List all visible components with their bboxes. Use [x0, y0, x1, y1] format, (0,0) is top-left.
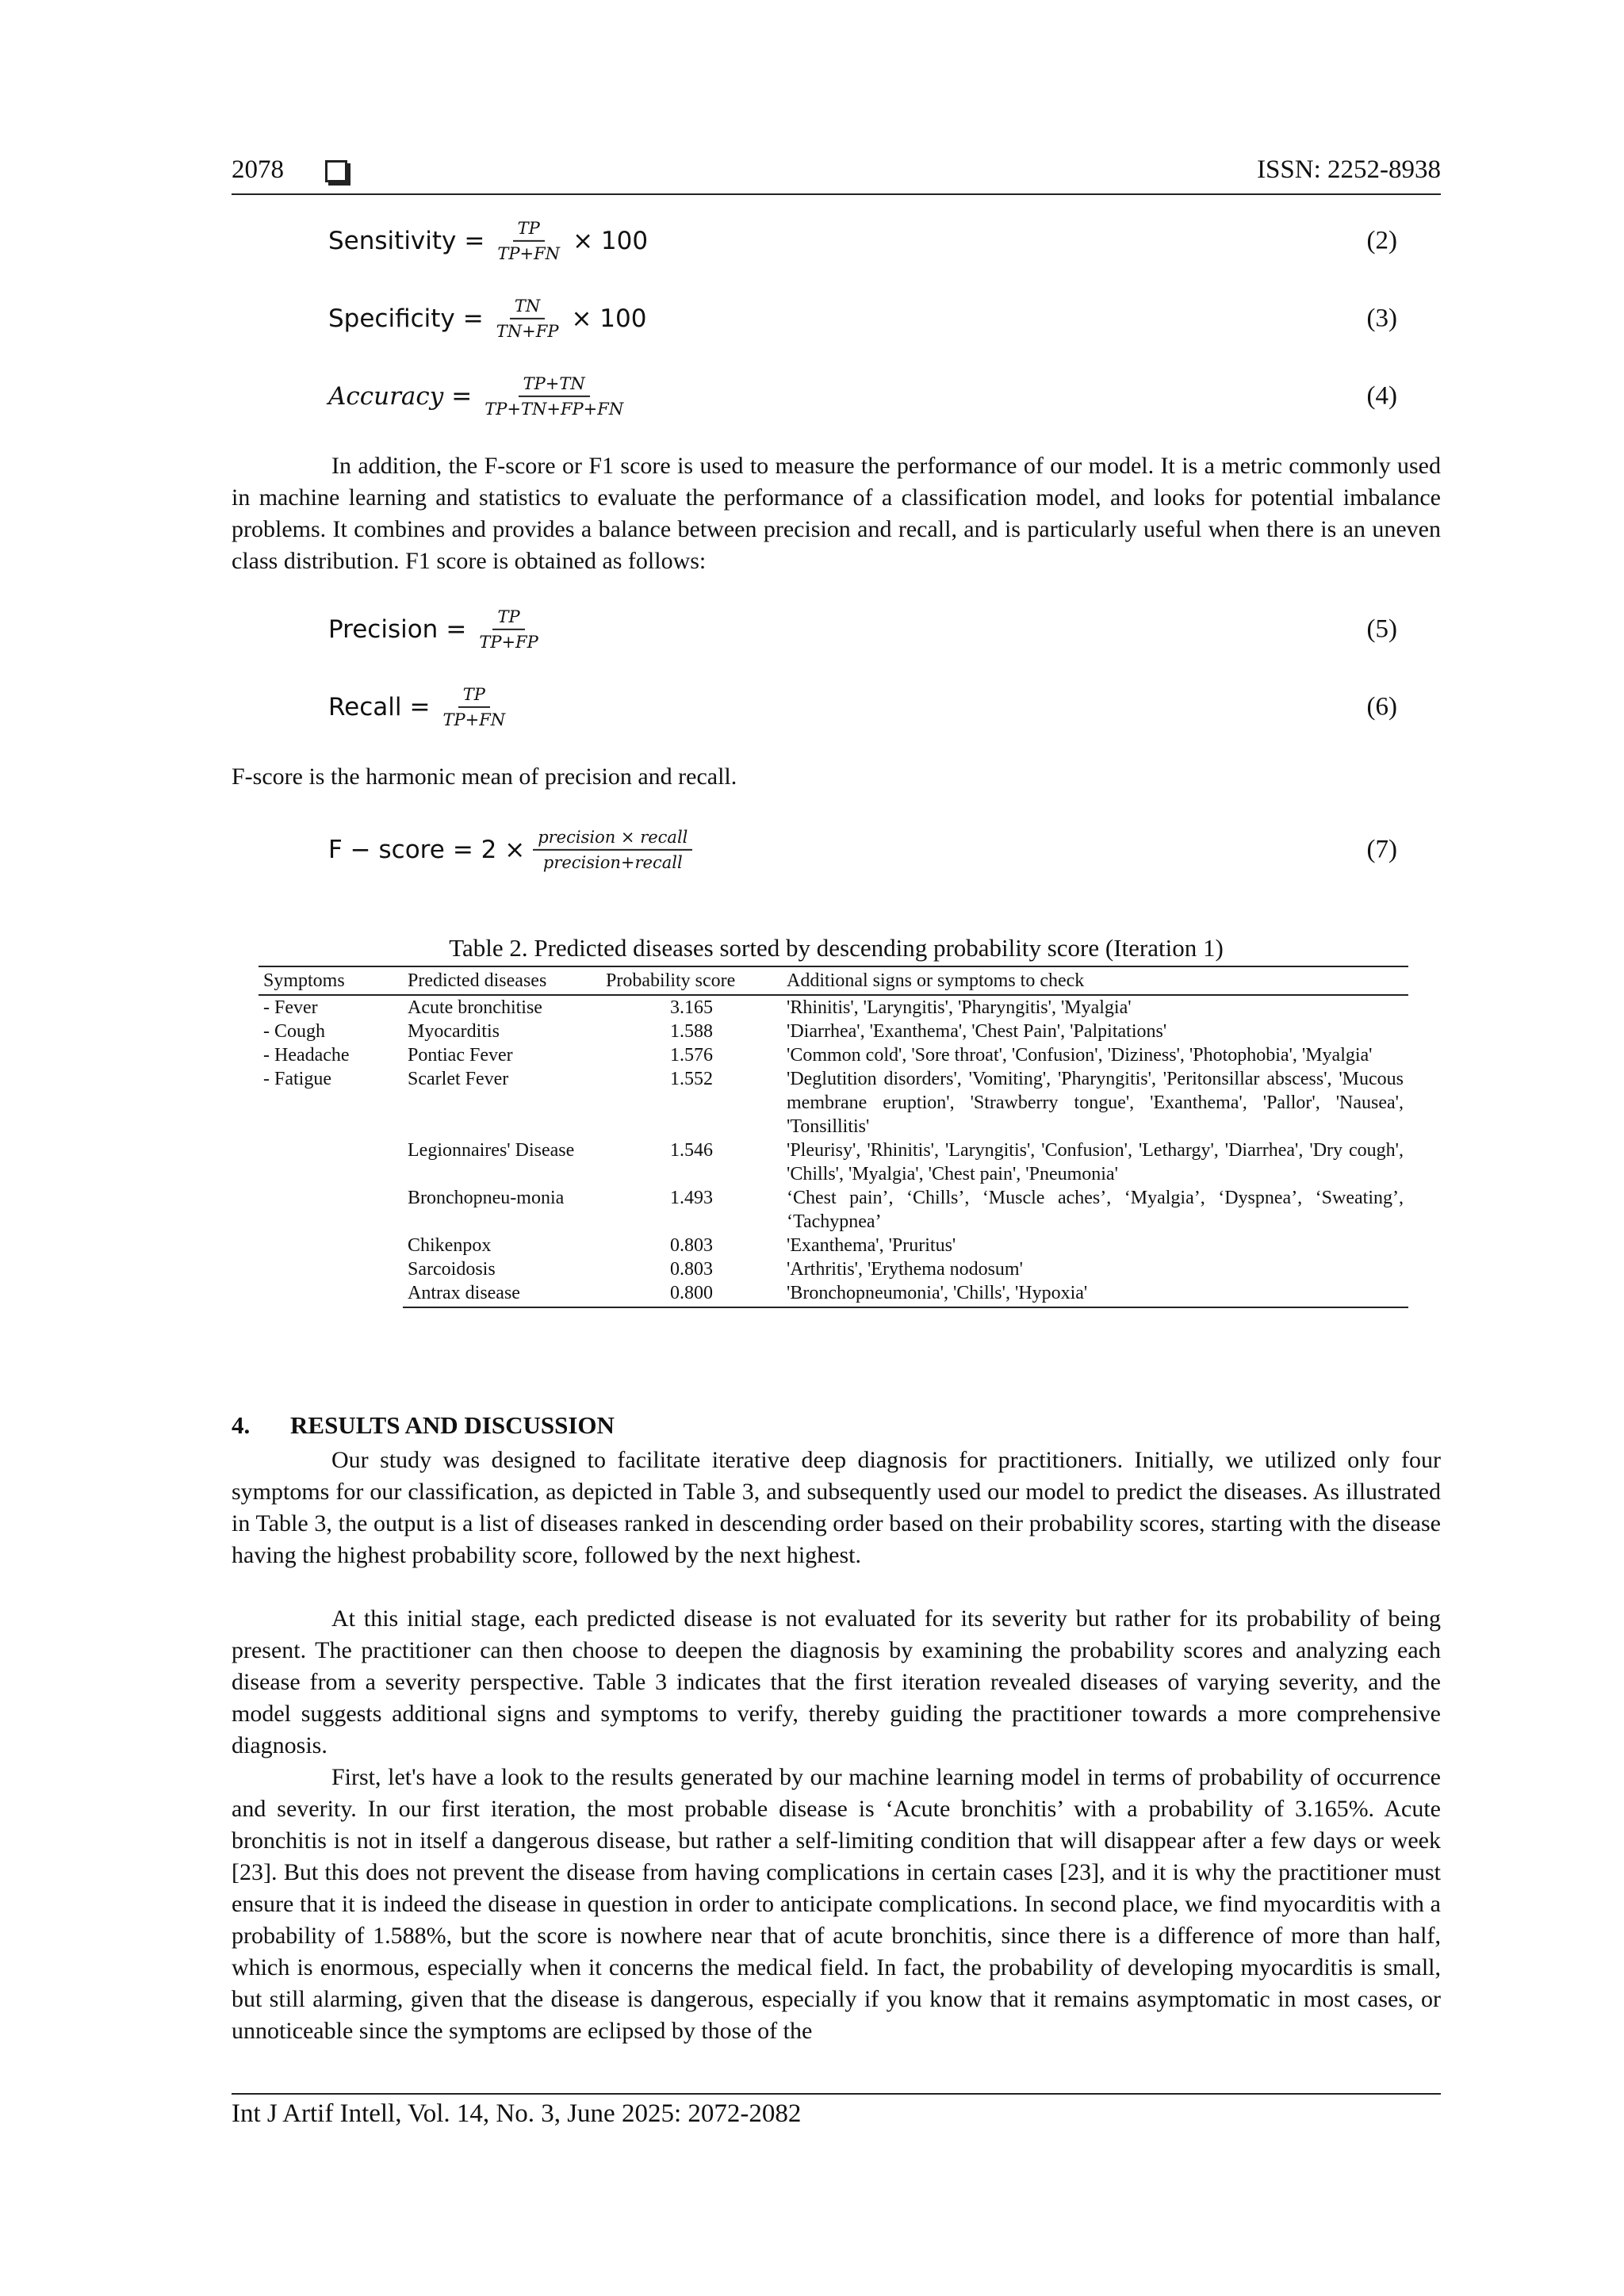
- equation-lhs: Precision: [328, 615, 439, 644]
- fscore-sentence: F-score is the harmonic mean of precision and recall.: [232, 763, 737, 790]
- score-cell: 0.800: [601, 1281, 782, 1307]
- fraction-numerator: TP+TN: [519, 374, 590, 397]
- equation-fraction: [474, 607, 542, 652]
- section-title: RESULTS AND DISCUSSION: [290, 1411, 615, 1439]
- equation-specificity: [232, 287, 1397, 350]
- equation-number: (5): [1366, 614, 1397, 644]
- score-cell: 0.803: [670, 1235, 713, 1256]
- disease-cell: Bronchopneu-monia: [408, 1188, 565, 1208]
- equation-number: (3): [1366, 304, 1397, 333]
- symptom-item: - Fever: [263, 997, 318, 1018]
- equation-fraction: [533, 828, 692, 872]
- body-paragraph: At this initial stage, each predicted disease is not evaluated for its severity but rather for its probability of being present. The practitioner can then choose to deepen the diagnosis by examining the probability scores and analyzing each disease from a severity perspective. Table 3 indicates that the first iteration revealed diseases of varying severity, and the model suggests additional signs and symptoms to verify, thereby guiding the practitioner towards a more comprehensive diagnosis.: [232, 1605, 1441, 1758]
- score-cell: 1.493: [670, 1188, 713, 1208]
- fraction-denominator: TP+TN+FP+FN: [485, 400, 624, 419]
- column-header: Additional signs or symptoms to check: [782, 966, 1408, 995]
- section-number: 4.: [232, 1411, 251, 1439]
- table-row: [259, 1186, 1408, 1234]
- table-row: [259, 1234, 1408, 1257]
- additional-signs-cell: 'Pleurisy', 'Rhinitis', 'Laryngitis', 'Confusion', 'Lethargy', 'Diarrhea', 'Dry cough', 'Chills', 'Myalgia', 'Chest pain', 'Pneumonia': [787, 1140, 1404, 1184]
- additional-signs-cell: 'Exanthema', 'Pruritus': [787, 1235, 956, 1256]
- fraction-denominator: TP+FN: [442, 710, 506, 729]
- body-paragraph: Our study was designed to facilitate iterative deep diagnosis for practitioners. Initially, we utilized only four symptoms for our classification, as depicted in Table 3, and subsequently used our model to predict the diseases. As illustrated in Table 3, the output is a list of diseases ranked in descending order based on their probability scores, starting with the disease having the highest probability score, followed by the next highest.: [232, 1447, 1441, 1568]
- issn: ISSN: 2252-8938: [1257, 155, 1441, 184]
- fraction-numerator: TP: [458, 685, 490, 708]
- section-heading: [232, 1411, 615, 1440]
- score-cell: 1.546: [670, 1140, 713, 1161]
- additional-signs-cell: 'Common cold', 'Sore throat', 'Confusion', 'Diziness', 'Photophobia', 'Myalgia': [787, 1045, 1373, 1066]
- equation-operator: =: [409, 693, 431, 721]
- equation-fscore: [232, 818, 1397, 882]
- equation-number: (2): [1366, 226, 1397, 255]
- symptom-item: - Fatigue: [263, 1069, 331, 1089]
- equation-fraction: [492, 297, 564, 341]
- equation-number: (4): [1366, 381, 1397, 411]
- equation-fraction: [480, 374, 628, 419]
- disease-cell: Antrax disease: [403, 1281, 601, 1307]
- equation-number: (6): [1366, 692, 1397, 721]
- equation-suffix: × 100: [573, 227, 649, 255]
- disease-cell: Sarcoidosis: [408, 1259, 496, 1280]
- f1-paragraph: In addition, the F-score or F1 score is used to measure the performance of our model. It is a metric commonly used in machine learning and statistics to evaluate the performance of a classification model, and looks for potential imbalance problems. It combines and provides a balance between precision and recall, and is particularly useful when there is an uneven class distribution. F1 score is obtained as follows:: [232, 453, 1441, 574]
- fraction-numerator: TN: [510, 297, 545, 320]
- table-row: [259, 1138, 1408, 1186]
- page-number: 2078: [232, 155, 284, 184]
- equation-operator: =: [446, 615, 467, 644]
- disease-cell: Scarlet Fever: [408, 1069, 509, 1089]
- equation-precision: [232, 598, 1397, 661]
- score-cell: 0.803: [670, 1259, 713, 1280]
- footer-citation: Int J Artif Intell, Vol. 14, No. 3, June 2025: 2072-2082: [232, 2093, 1441, 2129]
- column-header: Symptoms: [259, 966, 403, 995]
- additional-signs-cell: ‘Chest pain’, ‘Chills’, ‘Muscle aches’, ‘Myalgia’, ‘Dyspnea’, ‘Sweating’, ‘Tachypnea’: [787, 1188, 1404, 1232]
- score-cell: 1.552: [670, 1069, 713, 1089]
- equation-lhs: F − score: [328, 836, 445, 864]
- disease-cell: Acute bronchitise: [408, 997, 542, 1018]
- equation-fraction: [438, 685, 510, 729]
- equation-recall: [232, 675, 1397, 739]
- additional-signs-cell: 'Rhinitis', 'Laryngitis', 'Pharyngitis', 'Myalgia': [787, 997, 1132, 1018]
- column-header: Predicted diseases: [403, 966, 601, 995]
- additional-signs-cell: 'Arthritis', 'Erythema nodosum': [787, 1259, 1023, 1280]
- body-paragraph: First, let's have a look to the results generated by our machine learning model in terms of probability of occurrence and severity. In our first iteration, the most probable disease is ‘Acute bronchitis’ with a probability of 3.165%. Acute bronchitis is not in itself a dangerous disease, but rather a self-limiting condition that will disappear after a few days or week [23]. But this does not prevent the disease from having complications in certain cases [23], and it is why the practitioner must ensure that it is indeed the disease in question in order to anticipate complications. In second place, we find myocarditis with a probability of 1.588%, but the score is nowhere near that of acute bronchitis, since there is a difference of more than half, which is enormous, especially when it concerns the medical field. In fact, the probability of developing myocarditis is small, but still alarming, given that the disease is dangerous, especially if you know that it remains asymptomatic in most cases, or unnoticeable since the symptoms are eclipsed by those of the: [232, 1764, 1441, 2044]
- fraction-denominator: precision+recall: [542, 853, 683, 872]
- square-bullet-icon: [325, 160, 347, 182]
- fraction-numerator: precision × recall: [533, 828, 692, 851]
- equation-number: (7): [1366, 835, 1397, 864]
- symptom-item: - Headache: [263, 1045, 350, 1066]
- equation-lhs: Sensitivity: [328, 227, 457, 255]
- table-row: [259, 995, 1408, 1020]
- equation-lhs: Specificity: [328, 304, 455, 333]
- equation-suffix: × 100: [571, 304, 647, 333]
- score-cell: 1.588: [670, 1021, 713, 1042]
- disease-cell: Legionnaires' Disease: [408, 1140, 575, 1161]
- fraction-numerator: TP: [513, 219, 545, 242]
- equation-accuracy: [232, 365, 1397, 428]
- equation-operator: =: [462, 304, 484, 333]
- equation-operator: =: [451, 382, 473, 411]
- disease-cell: Myocarditis: [408, 1021, 500, 1042]
- fraction-denominator: TP+FP: [479, 633, 538, 652]
- table-row: [259, 1257, 1408, 1281]
- additional-signs-cell: 'Bronchopneumonia', 'Chills', 'Hypoxia': [782, 1281, 1408, 1307]
- symptom-item: - Cough: [263, 1021, 325, 1042]
- table-header-row: [259, 966, 1408, 995]
- predicted-diseases-table: [259, 966, 1408, 1308]
- equation-fraction: [492, 219, 565, 263]
- table-row: [259, 1020, 1408, 1043]
- column-header: Probability score: [601, 966, 782, 995]
- table-row: [259, 1043, 1408, 1067]
- equation-operator: = 2 ×: [452, 836, 526, 864]
- table-caption: Table 2. Predicted diseases sorted by descending probability score (Iteration 1): [449, 934, 1224, 962]
- fraction-denominator: TN+FP: [496, 322, 559, 341]
- equation-operator: =: [464, 227, 485, 255]
- fraction-numerator: TP: [492, 607, 524, 630]
- score-cell: 3.165: [670, 997, 713, 1018]
- score-cell: 1.576: [670, 1045, 713, 1066]
- additional-signs-cell: 'Diarrhea', 'Exanthema', 'Chest Pain', 'Palpitations': [787, 1021, 1167, 1042]
- disease-cell: Chikenpox: [408, 1235, 492, 1256]
- running-header: [232, 155, 1441, 195]
- disease-cell: Pontiac Fever: [408, 1045, 513, 1066]
- table-row: [259, 1281, 1408, 1307]
- table-row: [259, 1067, 1408, 1138]
- fraction-denominator: TP+FN: [497, 244, 561, 263]
- additional-signs-cell: 'Deglutition disorders', 'Vomiting', 'Pharyngitis', 'Peritonsillar abscess', 'Mucous membrane eruption', 'Strawberry tongue', 'Exanthema', 'Pallor', 'Nausea', 'Tonsillitis': [787, 1069, 1404, 1137]
- symptoms-cell: [259, 995, 403, 1307]
- equation-lhs: Accuracy: [328, 382, 444, 411]
- equation-lhs: Recall: [328, 693, 402, 721]
- equation-sensitivity: [232, 209, 1397, 273]
